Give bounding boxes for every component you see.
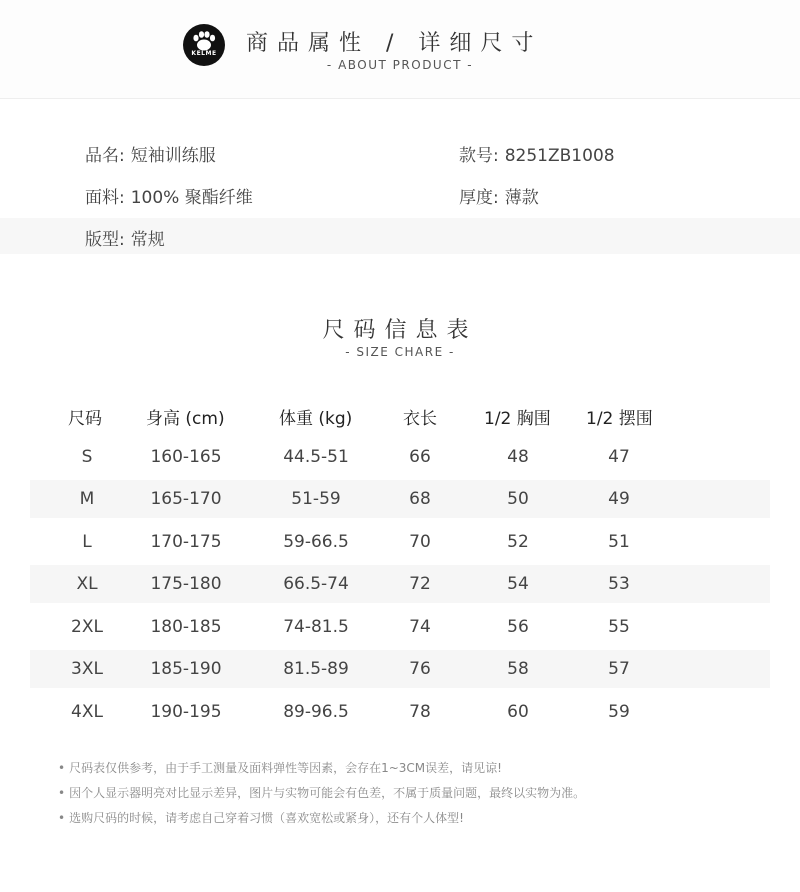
cell-chest: 52 (507, 532, 529, 552)
cell-length: 68 (409, 489, 431, 509)
attribute-thickness (459, 183, 539, 208)
cell-weight: 51-59 (291, 489, 341, 509)
page-header (0, 0, 800, 99)
header-chest: 1/2 胸围 (484, 409, 551, 429)
attribute-value: 8251ZB1008 (504, 146, 615, 166)
header-size: 尺码 (68, 409, 102, 429)
cell-chest: 60 (507, 702, 529, 722)
cell-height: 175-180 (150, 574, 222, 594)
attribute-style-number (459, 141, 615, 166)
cell-height: 160-165 (150, 447, 222, 467)
logo-text: KELME (191, 50, 217, 57)
cell-length: 70 (409, 532, 431, 552)
header-height: 身高 (cm) (146, 409, 225, 429)
cell-hem: 55 (608, 617, 630, 637)
note-item: • 尺码表仅供参考，由于手工测量及面料弹性等因素，会存在1~3CM误差，请见谅! (58, 759, 502, 776)
cell-size: S (81, 447, 93, 467)
cell-size: 2XL (71, 617, 103, 637)
size-chart-title: 尺码信息表 (322, 318, 478, 343)
table-row-band (30, 565, 770, 603)
attribute-name (85, 141, 216, 166)
cell-hem: 49 (608, 489, 630, 509)
header-weight: 体重 (kg) (279, 409, 353, 429)
cell-height: 170-175 (150, 532, 222, 552)
table-row-band (30, 650, 770, 688)
cell-length: 78 (409, 702, 431, 722)
table-row-band (30, 480, 770, 518)
cell-chest: 48 (507, 447, 529, 467)
cell-chest: 50 (507, 489, 529, 509)
attribute-label: 款号: (459, 146, 499, 166)
cell-hem: 57 (608, 659, 630, 679)
cell-length: 66 (409, 447, 431, 467)
cell-hem: 59 (608, 702, 630, 722)
cell-size: 4XL (71, 702, 103, 722)
cell-size: M (79, 489, 95, 509)
attribute-fabric (85, 183, 253, 208)
cell-hem: 47 (608, 447, 630, 467)
page-title: 商品属性 / 详细尺寸 (246, 31, 543, 56)
attribute-value: 常规 (130, 230, 165, 250)
cell-height: 180-185 (150, 617, 222, 637)
cell-length: 74 (409, 617, 431, 637)
cell-size: L (82, 532, 92, 552)
cell-hem: 53 (608, 574, 630, 594)
cell-weight: 89-96.5 (283, 702, 349, 722)
attribute-value: 薄款 (504, 188, 539, 208)
cell-length: 76 (409, 659, 431, 679)
attribute-label: 品名: (85, 146, 125, 166)
attribute-value: 100% 聚酯纤维 (130, 188, 253, 208)
cell-chest: 56 (507, 617, 529, 637)
cell-length: 72 (409, 574, 431, 594)
note-item: • 选购尺码的时候，请考虑自己穿着习惯（喜欢宽松或紧身），还有个人体型! (58, 809, 464, 826)
cell-height: 185-190 (150, 659, 222, 679)
attribute-label: 版型: (85, 230, 125, 250)
header-hem: 1/2 摆围 (586, 409, 653, 429)
size-chart-subtitle: - SIZE CHARE - (345, 345, 455, 359)
cell-height: 190-195 (150, 702, 222, 722)
cell-height: 165-170 (150, 489, 222, 509)
cell-weight: 44.5-51 (283, 447, 349, 467)
attribute-fit (85, 225, 165, 250)
brand-logo (183, 24, 225, 66)
cell-weight: 81.5-89 (283, 659, 349, 679)
cell-size: 3XL (71, 659, 103, 679)
cell-chest: 58 (507, 659, 529, 679)
page-subtitle: - ABOUT PRODUCT - (326, 58, 474, 72)
attribute-label: 面料: (85, 188, 125, 208)
cell-weight: 59-66.5 (283, 532, 349, 552)
cell-hem: 51 (608, 532, 630, 552)
attribute-value: 短袖训练服 (130, 146, 216, 166)
cell-weight: 66.5-74 (283, 574, 349, 594)
cell-chest: 54 (507, 574, 529, 594)
note-item: • 因个人显示器明亮对比显示差异，图片与实物可能会有色差，不属于质量问题，最终以实物为准。 (58, 784, 585, 801)
attribute-label: 厚度: (459, 188, 499, 208)
header-length: 衣长 (403, 409, 437, 429)
cell-weight: 74-81.5 (283, 617, 349, 637)
cell-size: XL (76, 574, 98, 594)
